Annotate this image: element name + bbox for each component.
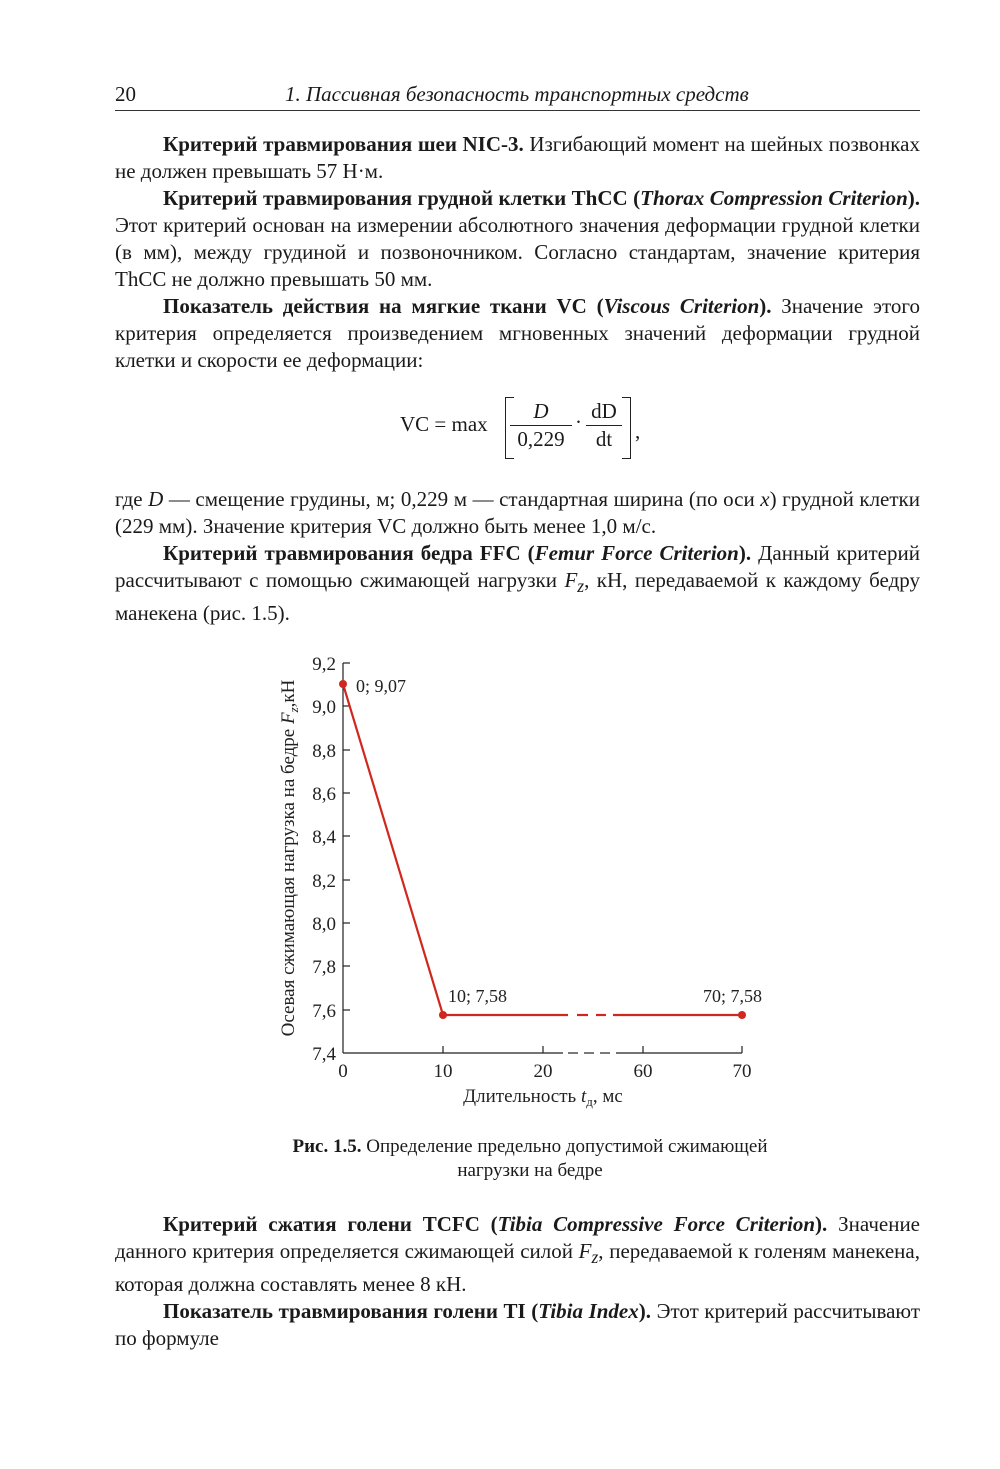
paragraph-ti [115,1298,920,1352]
svg-text:8,6: 8,6 [312,784,336,805]
formula-comma: , [635,419,641,443]
caption-label: Рис. 1.5. [292,1136,362,1157]
right-bracket [622,397,631,459]
term-ffc: Критерий травмирования бедра FFC ( [163,541,535,565]
svg-text:7,6: 7,6 [312,1001,336,1022]
svg-text:20: 20 [533,1061,553,1082]
term-thcc-english: Thorax Compression Criterion [640,186,908,210]
term-nic3: Критерий травмирования шеи NIC-3. [163,132,524,156]
page-number: 20 [115,82,136,106]
x-tick-labels [338,1061,751,1082]
variable-subscript: z [577,576,585,597]
variable-f: F [578,1239,592,1263]
data-points [339,680,746,1019]
paragraph-where [115,486,920,540]
term-thcc: Критерий травмирования грудной клетки ThCC ( [163,186,641,210]
running-header [115,82,920,111]
term-ti: Показатель травмирования голени TI ( [163,1299,539,1324]
formula-lhs: VC = max [400,412,488,436]
term-vc: Показатель действия на мягкие ткани VC ( [163,294,604,318]
text-block-middle [115,486,920,627]
variable-subscript: z [591,1247,599,1268]
paragraph-text: Данный критерий рассчитывают с помощью сжимающей нагрузки [115,541,920,592]
figure-caption [260,1135,800,1183]
y-axis-title: Осевая сжимающая нагрузка на бедре $F_z,кН$ [278,679,301,1037]
term-vc-english: Viscous Criterion [603,294,760,318]
term-end: ). [759,294,772,318]
y-axis [343,663,350,1053]
svg-text:8,4: 8,4 [312,827,336,848]
svg-text:60: 60 [633,1061,653,1082]
point-annotations [356,676,762,1006]
paragraph-text: — смещение грудины, м; 0,229 м — стандартная ширина (по оси [163,487,761,511]
term-end: ). [907,186,920,210]
paragraph-text: Этот критерий основан на измерении абсолютного значения деформации грудной клетки (в мм), между грудиной и позвоночником. Согласно стандартам, значение критерия ThCC не должно превышать 50 мм. [115,213,920,291]
running-title: 1. Пассивная безопасность транспортных средств [285,82,749,106]
caption-text: Определение предельно допустимой сжимающей нагрузки на бедре [361,1136,768,1181]
paragraph-tcfc [115,1211,920,1298]
term-end: ). [815,1212,828,1236]
svg-text:7,4: 7,4 [312,1044,336,1065]
fraction-denominator: dt [595,427,613,451]
svg-text:7,8: 7,8 [312,957,336,978]
svg-text:10; 7,58: 10; 7,58 [448,986,508,1006]
paragraph-ffc [115,540,920,627]
svg-text:8,8: 8,8 [312,741,336,762]
figure-1-5-chart [260,645,780,1115]
term-ti-english: Tibia Index [538,1299,639,1324]
paragraph-thcc [115,185,920,293]
paragraph-nic3 [115,131,920,185]
term-ffc-english: Femur Force Criterion [534,541,739,565]
paragraph-text: , передаваемой к голеням манекена, которая должна составлять менее 8 кН. [115,1239,920,1297]
paragraph-text: Этот критерий рассчитывают по формуле [115,1299,920,1351]
svg-text:0; 9,07: 0; 9,07 [356,676,407,696]
x-axis-title: Длительность $t_д$, мс [463,1086,623,1109]
svg-text:70: 70 [732,1061,752,1082]
fraction-2 [586,398,622,453]
fraction-denominator: 0,229 [517,427,565,451]
paragraph-text: , кН, передаваемой к каждому бедру манекена (рис. 1.5). [115,568,920,626]
svg-text:10: 10 [433,1061,453,1082]
svg-text:8,2: 8,2 [312,871,336,892]
series-fz [343,684,742,1015]
x-axis [343,1046,742,1053]
fraction-1 [510,398,572,453]
svg-text:70; 7,58: 70; 7,58 [702,986,762,1006]
svg-text:9,0: 9,0 [312,697,336,718]
svg-text:9,2: 9,2 [312,654,336,675]
multiply-dot: · [575,410,582,434]
y-tick-labels [312,654,336,1065]
term-end: ). [638,1299,651,1324]
term-tcfc-english: Tibia Compressive Force Criterion [497,1212,816,1236]
term-end: ). [738,541,752,565]
fraction-numerator: D [533,399,549,423]
variable-x: x [760,487,770,511]
paragraph-text: Изгибающий момент на шейных позвонках не должен превышать 57 Н·м. [115,132,920,183]
variable-d: D [148,487,164,511]
svg-text:0: 0 [338,1061,348,1082]
paragraph-text: Значение этого критерия определяется произведением мгновенных значений деформации грудной клетки и скорости ее деформации: [115,294,920,372]
term-tcfc: Критерий сжатия голени TCFC ( [163,1212,498,1236]
paragraph-text: где [115,487,149,511]
text-block-top [115,131,920,374]
text-block-bottom [115,1211,920,1352]
paragraph-text: ) грудной клетки (229 мм). Значение критерия VC должно быть менее 1,0 м/с. [115,487,920,538]
fraction-numerator: dD [591,399,617,423]
paragraph-text: Значение данного критерия определяется сжимающей силой [115,1212,920,1263]
svg-text:8,0: 8,0 [312,914,336,935]
variable-f: F [564,568,578,592]
paragraph-vc [115,293,920,374]
